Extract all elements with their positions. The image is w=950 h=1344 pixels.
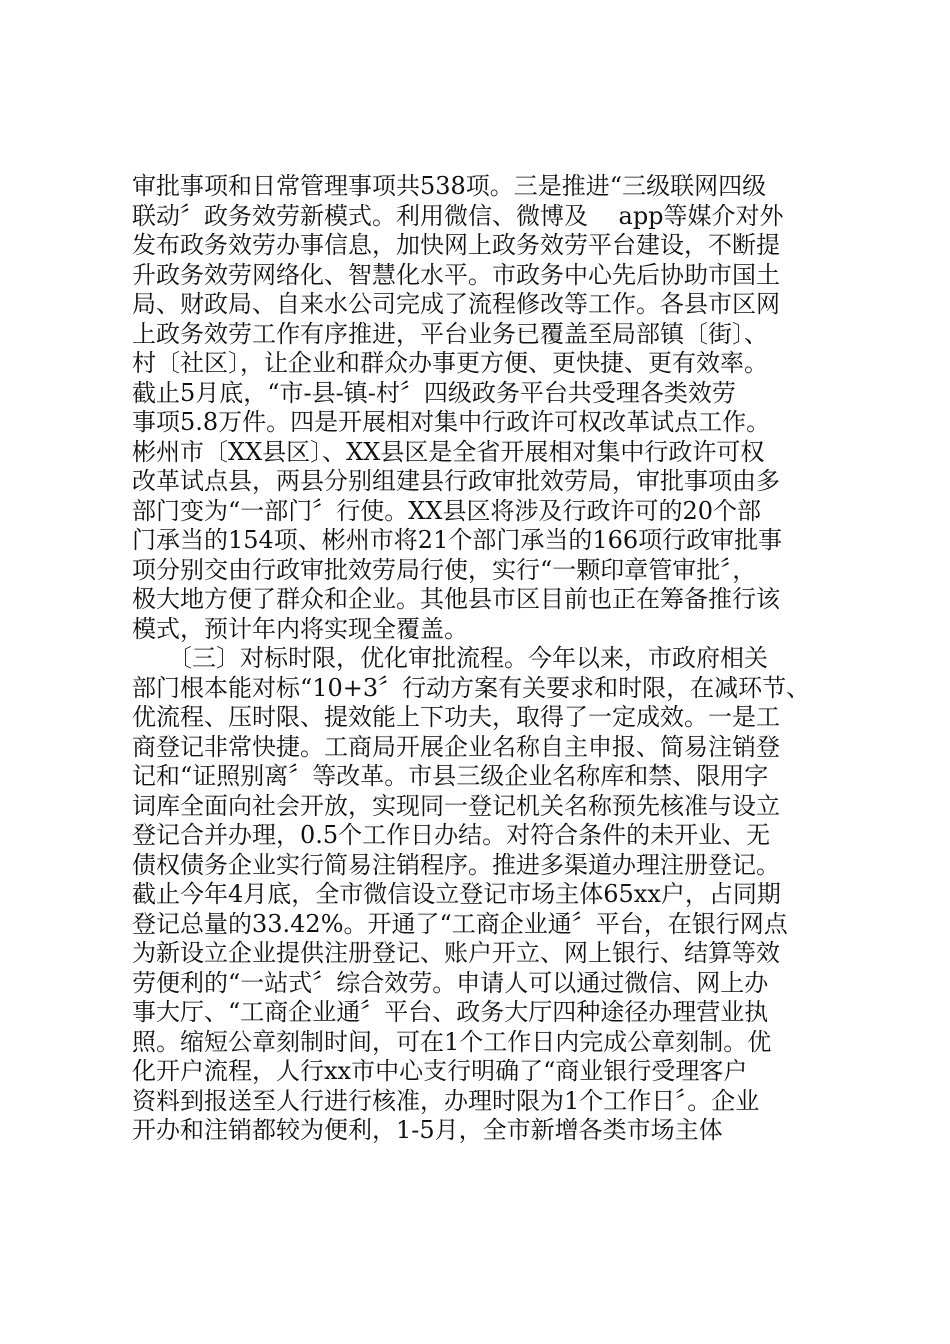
- text-line: 词库全面向社会开放，实现同一登记机关名称预先核准与设立: [132, 791, 780, 820]
- text-line: 发布政务效劳办事信息，加快网上政务效劳平台建设，不断提: [132, 231, 780, 259]
- text-line: 事大厅、“工商企业通〞平台、政务大厅四种途径办理营业执: [132, 998, 769, 1026]
- text-line: 登记总量的33.42%。开通了“工商企业通〞平台，在银行网点: [132, 909, 788, 938]
- text-line: 优流程、压时限、提效能上下功夫，取得了一定成效。一是工: [132, 703, 780, 731]
- text-line: 开办和注销都较为便利，1-5月，全市新增各类市场主体: [132, 1116, 723, 1144]
- body-text: [132, 172, 832, 1146]
- text-line: 事项5.8万件。四是开展相对集中行政许可权改革试点工作。: [132, 408, 771, 436]
- text-line: 照。缩短公章刻制时间，可在1个工作日内完成公章刻制。优: [132, 1027, 772, 1056]
- text-line: 升政务效劳网络化、智慧化水平。市政务中心先后协助市国土: [132, 260, 780, 289]
- text-line: 彬州市〔XX县区〕、XX县区是全省开展相对集中行政许可权: [132, 437, 765, 466]
- text-line: 登记合并办理，0.5个工作日办结。对符合条件的未开业、无: [132, 821, 771, 849]
- text-line: 截止今年4月底，全市微信设立登记市场主体65xx户，占同期: [132, 880, 781, 908]
- text-line: 项分别交由行政审批效劳局行使，实行“一颗印章管审批〞，: [132, 555, 757, 584]
- text-line: 模式，预计年内将实现全覆盖。: [132, 614, 468, 643]
- text-line: 上政务效劳工作有序推进，平台业务已覆盖至局部镇〔街〕、: [132, 319, 768, 348]
- text-line: 联动〞政务效劳新模式。利用微信、微博及 app等媒介对外: [132, 201, 784, 230]
- text-line: 部门变为“一部门〞行使。XX县区将涉及行政许可的20个部: [132, 496, 761, 525]
- text-line: 村〔社区〕，让企业和群众办事更方便、更快捷、更有效率。: [132, 349, 768, 377]
- text-line: 局、财政局、自来水公司完成了流程修改等工作。各县市区网: [132, 290, 780, 318]
- text-line: 极大地方便了群众和企业。其他县市区目前也正在筹备推行该: [132, 585, 780, 613]
- text-line: 商登记非常快捷。工商局开展企业名称自主申报、简易注销登: [132, 732, 780, 761]
- text-line: 截止5月底，“市-县-镇-村〞四级政务平台共受理各类效劳: [132, 378, 736, 407]
- text-line: 部门根本能对标“10+3〞行动方案有关要求和时限，在减环节、: [132, 673, 811, 702]
- text-line: 为新设立企业提供注册登记、账户开立、网上银行、结算等效: [132, 939, 780, 967]
- text-line: 劳便利的“一站式〞综合效劳。申请人可以通过微信、网上办: [132, 968, 769, 997]
- text-line: 〔三〕对标时限，优化审批流程。今年以来，市政府相关: [132, 644, 768, 672]
- text-line: 审批事项和日常管理事项共538项。三是推进“三级联网四级: [132, 172, 767, 200]
- text-line: 门承当的154项、彬州市将21个部门承当的166项行政审批事: [132, 526, 783, 554]
- text-line: 债权债务企业实行简易注销程序。推进多渠道办理注册登记。: [132, 850, 780, 879]
- text-line: 资料到报送至人行进行核准，办理时限为1个工作日〞。企业: [132, 1086, 760, 1115]
- text-line: 记和“证照别离〞等改革。市县三级企业名称库和禁、限用字: [132, 762, 769, 790]
- text-line: 改革试点县，两县分别组建县行政审批效劳局，审批事项由多: [132, 467, 780, 495]
- text-line: 化开户流程，人行xx市中心支行明确了“商业银行受理客户: [132, 1057, 748, 1085]
